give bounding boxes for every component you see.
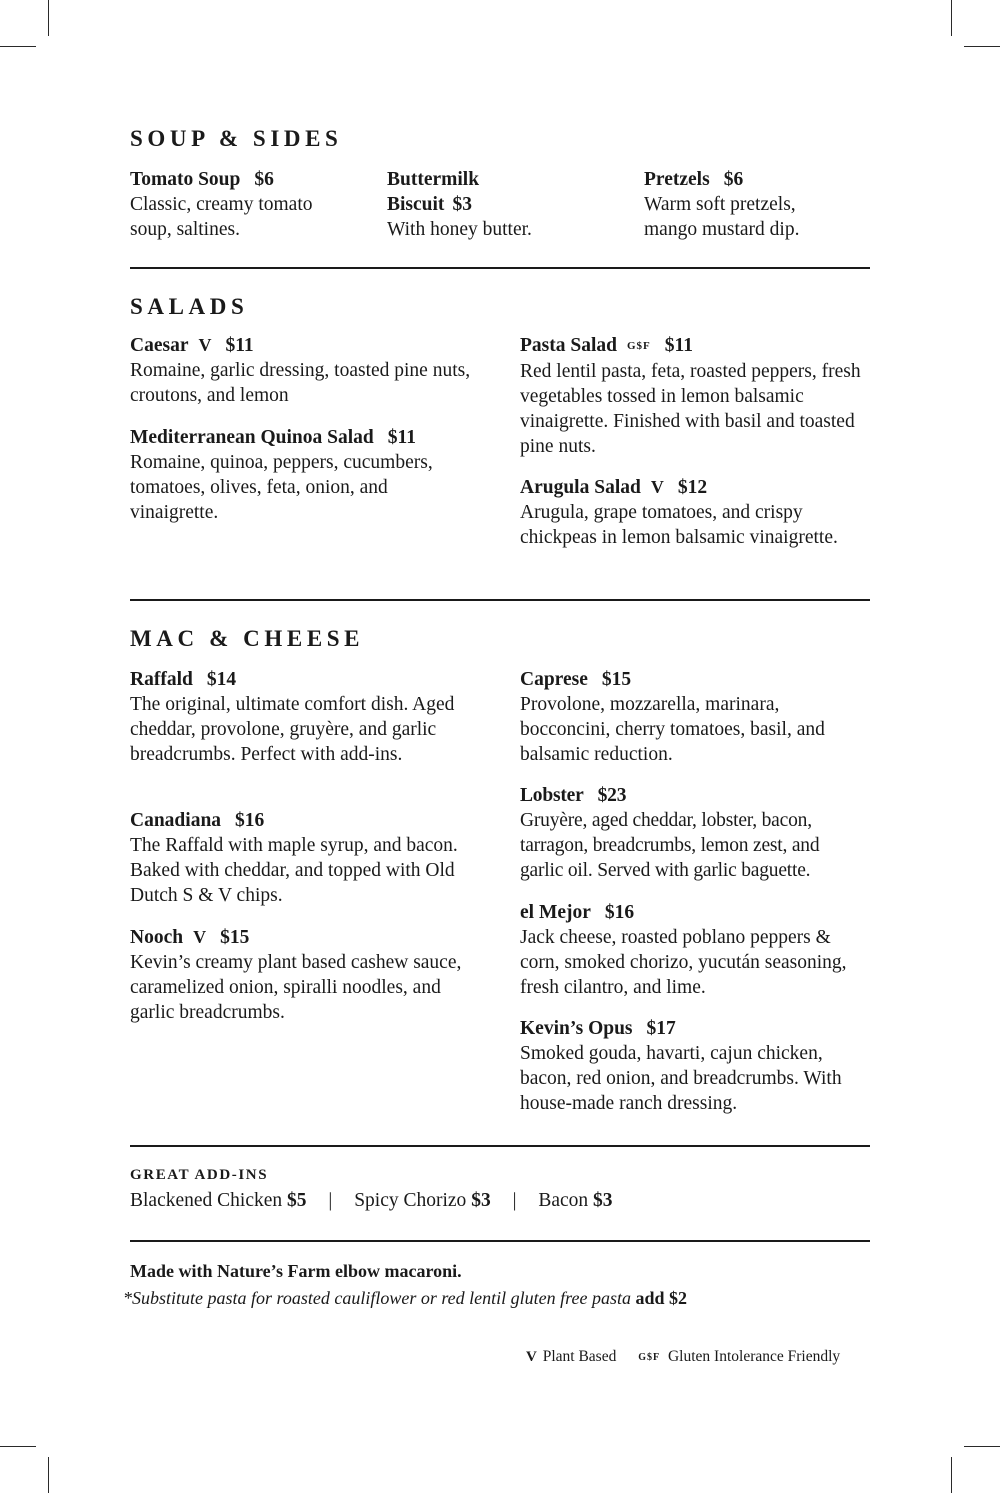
item-description: Romaine, quinoa, peppers, cucumbers, tomatoes, olives, feta, onion, and vinaigrette. <box>130 452 433 523</box>
macaroni-note: Made with Nature’s Farm elbow macaroni. <box>130 1261 462 1281</box>
item-price: $23 <box>597 785 627 806</box>
addin-name: Bacon <box>538 1190 589 1211</box>
section-divider <box>130 1240 870 1242</box>
section-title-salads: SALADS <box>130 294 249 319</box>
addin-price: $3 <box>471 1190 491 1211</box>
menu-item-canadiana <box>130 808 485 908</box>
menu-item-caesar <box>130 333 475 408</box>
crop-mark <box>951 1457 952 1493</box>
addin-price: $5 <box>287 1190 307 1211</box>
leaf-icon: V <box>650 477 664 497</box>
addin-price: $3 <box>593 1190 613 1211</box>
item-description: Classic, creamy tomato soup, saltines. <box>130 194 313 240</box>
item-price: $6 <box>254 169 274 190</box>
item-name: Kevin’s Opus <box>520 1018 633 1039</box>
item-name: Pasta Salad <box>520 335 617 356</box>
menu-item-mediterranean-quinoa-salad <box>130 425 475 525</box>
crop-mark <box>0 1446 36 1447</box>
item-description: Provolone, mozzarella, marinara, bocconcini, cherry tomatoes, basil, and balsamic reduction. <box>520 694 825 765</box>
item-name: Mediterranean Quinoa Salad <box>130 427 374 448</box>
item-price: $15 <box>220 927 250 948</box>
item-price: $12 <box>677 477 708 498</box>
gf-icon: G$F <box>638 1352 661 1363</box>
item-name: Lobster <box>520 785 584 806</box>
crop-mark <box>964 46 1000 47</box>
section-title-soup-sides: SOUP & SIDES <box>130 126 343 151</box>
item-price: $11 <box>664 335 693 356</box>
gf-icon: G$F <box>626 340 651 352</box>
separator: | <box>512 1190 517 1211</box>
menu-item-el-mejor <box>520 900 860 1000</box>
item-price: $15 <box>601 669 632 690</box>
item-name: el Mejor <box>520 902 591 923</box>
addins-title: GREAT ADD-INS <box>130 1167 269 1183</box>
menu-item-kevins-opus <box>520 1016 865 1116</box>
section-divider <box>130 267 870 269</box>
item-price: $3 <box>452 194 472 215</box>
substitution-note <box>123 1288 687 1309</box>
substitution-text: *Substitute pasta for roasted cauliflower or red lentil gluten free pasta <box>123 1288 631 1308</box>
item-name: Caesar <box>130 335 189 356</box>
menu-item-arugula-salad <box>520 475 840 550</box>
section-divider <box>130 599 870 601</box>
section-divider <box>130 1145 870 1147</box>
item-description: Red lentil pasta, feta, roasted peppers, fresh vegetables tossed in lemon balsamic vinaigrette. Finished with basil and toasted pine nuts. <box>520 361 861 457</box>
item-price: $6 <box>723 169 744 190</box>
item-description: Kevin’s creamy plant based cashew sauce, caramelized onion, spiralli noodles, and garlic breadcrumbs. <box>130 952 462 1023</box>
leaf-icon: V <box>198 335 212 355</box>
addin-name: Spicy Chorizo <box>354 1190 467 1211</box>
item-price: $17 <box>646 1018 676 1039</box>
menu-item-pretzels <box>644 167 844 242</box>
item-price: $16 <box>604 902 635 923</box>
addins-list <box>130 1188 613 1213</box>
item-name: Pretzels <box>644 169 710 190</box>
addin-name: Blackened Chicken <box>130 1190 283 1211</box>
crop-mark <box>48 0 49 36</box>
item-name: Arugula Salad <box>520 477 641 498</box>
leaf-icon: V <box>193 927 207 947</box>
item-price: $14 <box>206 669 237 690</box>
item-description: Smoked gouda, havarti, cajun chicken, bacon, red onion, and breadcrumbs. With house-made ranch dressing. <box>520 1043 842 1114</box>
separator: | <box>328 1190 333 1211</box>
dietary-legend <box>526 1348 840 1366</box>
leaf-icon: V <box>526 1349 537 1365</box>
menu-item-nooch <box>130 925 470 1025</box>
item-description: Romaine, garlic dressing, toasted pine nuts, croutons, and lemon <box>130 360 471 406</box>
menu-item-pasta-salad <box>520 333 865 459</box>
item-name: Tomato Soup <box>130 169 241 190</box>
item-name: Nooch <box>130 927 184 948</box>
item-description: Gruyère, aged cheddar, lobster, bacon, tarragon, breadcrumbs, lemon zest, and garlic oil. Served with garlic baguette. <box>520 810 820 881</box>
section-title-mac-cheese: MAC & CHEESE <box>130 626 365 651</box>
menu-item-raffald <box>130 667 475 767</box>
item-price: $16 <box>235 810 265 831</box>
crop-mark <box>48 1457 49 1493</box>
crop-mark <box>964 1446 1000 1447</box>
menu-item-tomato-soup <box>130 167 350 242</box>
item-price: $11 <box>387 427 416 448</box>
legend-plant-based: Plant Based <box>542 1348 617 1365</box>
item-name: Canadiana <box>130 810 222 831</box>
menu-item-lobster <box>520 783 865 883</box>
item-description: Jack cheese, roasted poblano peppers & corn, smoked chorizo, yucután seasoning, fresh cilantro, and lime. <box>520 927 847 998</box>
crop-mark <box>951 0 952 36</box>
substitution-price: add $2 <box>635 1288 688 1308</box>
item-price: $11 <box>225 335 254 356</box>
legend-gluten-friendly: Gluten Intolerance Friendly <box>667 1348 841 1365</box>
item-description: Warm soft pretzels, mango mustard dip. <box>644 194 800 240</box>
item-name: Buttermilk <box>387 169 480 190</box>
menu-item-caprese <box>520 667 870 767</box>
item-name: Biscuit <box>387 194 445 215</box>
crop-mark <box>0 46 36 47</box>
item-name: Caprese <box>520 669 588 690</box>
item-description: The Raffald with maple syrup, and bacon. Baked with cheddar, and topped with Old Dutch S & V chips. <box>130 835 458 906</box>
item-description: With honey butter. <box>387 219 532 240</box>
menu-item-buttermilk-biscuit <box>387 167 587 242</box>
item-description: Arugula, grape tomatoes, and crispy chickpeas in lemon balsamic vinaigrette. <box>520 502 838 548</box>
item-name: Raffald <box>130 669 193 690</box>
item-description: The original, ultimate comfort dish. Aged cheddar, provolone, gruyère, and garlic breadcrumbs. Perfect with add-ins. <box>130 694 455 765</box>
